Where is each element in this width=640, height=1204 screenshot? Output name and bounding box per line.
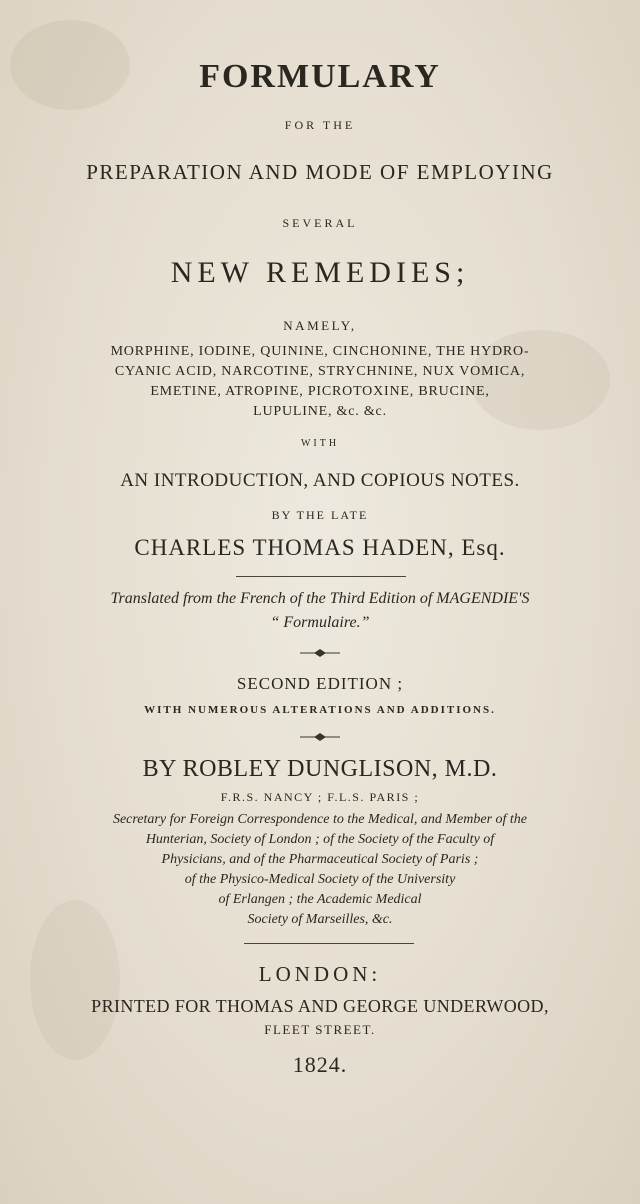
several-text: SEVERAL <box>282 216 358 230</box>
book-title: FORMULARY <box>199 58 441 95</box>
author-name: CHARLES THOMAS HADEN, Esq. <box>134 535 506 560</box>
namely-text: NAMELY, <box>283 318 357 333</box>
imprint-street: FLEET STREET. <box>264 1022 376 1037</box>
introduction-line: AN INTRODUCTION, AND COPIOUS NOTES. <box>120 470 520 491</box>
remedies-list-line: LUPULINE, &c. &c. <box>253 404 387 419</box>
remedies-list-line: MORPHINE, IODINE, QUININE, CINCHONINE, THE HYDRO- <box>110 344 530 359</box>
preparation-heading: PREPARATION AND MODE OF EMPLOYING <box>86 160 554 184</box>
divider-rule <box>244 943 414 944</box>
remedies-list-line: CYANIC ACID, NARCOTINE, STRYCHNINE, NUX VOMICA, <box>114 364 526 379</box>
new-remedies-heading: NEW REMEDIES; <box>170 256 470 289</box>
with-text: WITH <box>300 438 340 449</box>
edition-text: SECOND EDITION ; <box>236 674 404 693</box>
secretary-line: Society of Marseilles, &c. <box>247 912 393 927</box>
remedies-list-line: EMETINE, ATROPINE, PICROTOXINE, BRUCINE, <box>150 384 490 399</box>
publication-year: 1824. <box>292 1052 348 1077</box>
secretary-line: of Erlangen ; the Academic Medical <box>218 892 422 907</box>
credentials-text: F.R.S. NANCY ; F.L.S. PARIS ; <box>220 790 420 804</box>
translator-name: BY ROBLEY DUNGLISON, M.D. <box>142 756 498 782</box>
formulaire-line: “ Formulaire.” <box>270 614 370 631</box>
secretary-line: Hunterian, Society of London ; of the Society of the Faculty of <box>145 832 495 847</box>
translated-line: Translated from the French of the Third Edition of MAGENDIE'S <box>110 590 530 607</box>
ornament-divider-icon <box>300 648 340 658</box>
alterations-text: WITH NUMEROUS ALTERATIONS AND ADDITIONS. <box>144 704 496 716</box>
by-the-late-text: BY THE LATE <box>271 508 369 522</box>
secretary-line: Secretary for Foreign Correspondence to the Medical, and Member of the <box>112 812 528 827</box>
secretary-line: of the Physico-Medical Society of the University <box>184 872 456 887</box>
divider-rule <box>236 576 406 577</box>
imprint-printer: PRINTED FOR THOMAS AND GEORGE UNDERWOOD, <box>91 996 549 1016</box>
for-the-text: FOR THE <box>284 118 356 132</box>
imprint-city: LONDON: <box>258 962 382 986</box>
ornament-divider-icon <box>300 732 340 742</box>
secretary-line: Physicians, and of the Pharmaceutical Society of Paris ; <box>161 852 479 867</box>
